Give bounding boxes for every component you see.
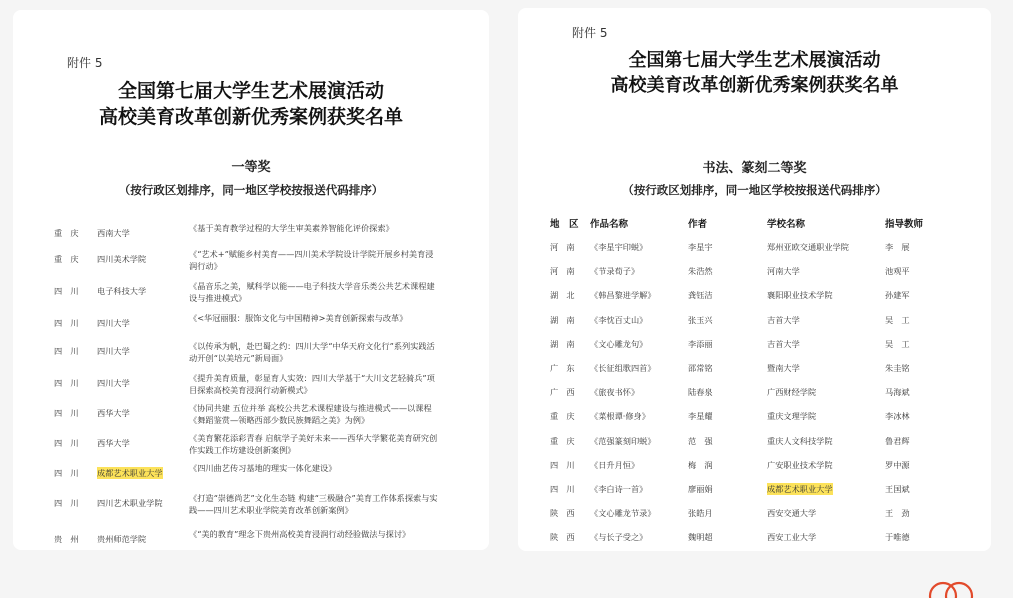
school-cell: 四川大学 [97, 318, 130, 328]
advisor-cell: 李冰林 [885, 411, 910, 422]
region-cell: 重 庆 [54, 228, 79, 238]
award-level: 书法、篆刻二等奖 [702, 161, 807, 176]
work-title-cell: 《节录荀子》 [590, 266, 640, 277]
work-title-cell: 《旅夜书怀》 [590, 387, 640, 398]
column-header-advisor: 指导教师 [885, 219, 924, 230]
advisor-cell: 王 劲 [885, 508, 910, 519]
advisor-cell: 孙建军 [885, 290, 910, 301]
case-title-cell: 《打造“崇德尚艺”文化生态链 构建“三极融合”美育工作体系探索与实践——四川艺术职业学院美育改革创新案例》 [189, 493, 438, 515]
advisor-cell: 吴 工 [885, 314, 910, 325]
school-cell: 西安交通大学 [767, 508, 817, 519]
attachment-label: 附件 5 [67, 56, 103, 70]
author-cell: 廖丽娟 [688, 484, 713, 494]
work-title-cell: 《文心雕龙节录》 [590, 508, 656, 519]
region-cell: 四 川 [54, 408, 79, 418]
case-title-cell: 《“艺术+”赋能乡村美育——四川美术学院设计学院开展乡村美育浸润行动》 [189, 249, 434, 271]
school-cell: 西南大学 [97, 228, 130, 238]
document-title-line1: 全国第七届大学生艺术展演活动 [628, 50, 881, 71]
region-cell: 四 川 [54, 318, 79, 328]
school-cell: 四川大学 [97, 378, 130, 388]
school-cell: 吉首大学 [767, 338, 800, 349]
column-header-author: 作者 [688, 219, 708, 230]
case-title-cell: 《基于美育教学过程的大学生审美素养智能化评价探索》 [189, 223, 394, 233]
work-title-cell: 《李忱百丈山》 [590, 314, 648, 325]
attachment-label: 附件 5 [572, 26, 608, 40]
work-title-cell: 《文心雕龙句》 [590, 338, 648, 349]
author-cell: 李星宇 [688, 242, 713, 252]
work-title-cell: 《李白诗一首》 [590, 484, 648, 494]
column-header-work: 作品名称 [590, 219, 629, 230]
school-cell: 西安工业大学 [767, 532, 817, 543]
school-cell: 四川艺术职业学院 [97, 498, 163, 508]
column-header-school: 学校名称 [767, 219, 806, 230]
work-title-cell: 《范强篆刻印蜕》 [590, 435, 656, 446]
school-cell: 重庆文理学院 [767, 411, 817, 422]
author-cell: 张玉兴 [688, 314, 713, 325]
region-cell: 四 川 [54, 438, 79, 448]
school-cell: 重庆人文科技学院 [767, 435, 833, 446]
school-cell: 贵州师范学院 [97, 534, 147, 544]
region-cell: 四 川 [550, 484, 575, 494]
case-title-cell: 《“美的教育”理念下贵州高校美育浸润行动经验做法与探讨》 [189, 529, 411, 539]
work-title-cell: 《韩昌黎进学解》 [590, 290, 656, 301]
author-cell: 张皓月 [688, 508, 713, 519]
school-cell: 襄阳职业技术学院 [767, 290, 833, 301]
region-cell: 陕 西 [550, 532, 575, 543]
school-cell: 成都艺术职业大学 [767, 484, 833, 494]
school-cell: 电子科技大学 [97, 286, 147, 296]
work-title-cell: 《长征组歌四首》 [590, 363, 656, 373]
case-title-cell: 《晶音乐之美，赋科学以能——电子科技大学音乐类公共艺术课程建设与推进模式》 [189, 281, 435, 303]
advisor-cell: 朱圭铭 [885, 363, 910, 373]
school-cell: 河南大学 [767, 266, 800, 277]
school-cell: 暨南大学 [767, 363, 800, 373]
case-title-cell: 《<华冠丽服：服饰文化与中国精神>美育创新探索与改革》 [189, 313, 408, 323]
school-cell: 吉首大学 [767, 314, 800, 325]
school-cell: 成都艺术职业大学 [97, 468, 163, 478]
order-note: （按行政区划排序，同一地区学校按报送代码排序） [118, 183, 384, 197]
region-cell: 四 川 [54, 468, 79, 478]
region-cell: 广 东 [550, 363, 575, 373]
advisor-cell: 王国斌 [885, 484, 910, 494]
case-title-cell: 《以传承为帆，赴巴蜀之约：四川大学“中华天府文化行”系列实践活动开创“以美培元”新局面》 [189, 341, 435, 363]
work-title-cell: 《与长子受之》 [590, 532, 648, 543]
award-level: 一等奖 [231, 160, 271, 175]
region-cell: 湖 南 [550, 338, 575, 349]
case-title-cell: 《四川曲艺传习基地的理实一体化建设》 [189, 463, 337, 473]
region-cell: 重 庆 [550, 411, 575, 422]
work-title-cell: 《日升月恒》 [590, 459, 640, 470]
advisor-cell: 于唯德 [885, 532, 910, 543]
advisor-cell: 罗中源 [885, 459, 910, 470]
author-cell: 范 强 [688, 435, 713, 446]
school-cell: 郑州亚欧交通职业学院 [767, 242, 849, 252]
school-cell: 西华大学 [97, 438, 130, 448]
work-title-cell: 《李星宇印蜕》 [590, 242, 648, 252]
region-cell: 四 川 [54, 346, 79, 356]
right-document-page [518, 8, 991, 551]
advisor-cell: 池观平 [885, 266, 910, 277]
document-title-line1: 全国第七届大学生艺术展演活动 [117, 80, 384, 102]
region-cell: 重 庆 [550, 435, 575, 446]
school-cell: 广西财经学院 [767, 387, 817, 398]
order-note: （按行政区划排序，同一地区学校按报送代码排序） [622, 183, 887, 197]
author-cell: 龚钰洁 [688, 290, 713, 301]
region-cell: 四 川 [54, 286, 79, 296]
region-cell: 河 南 [550, 242, 575, 252]
school-cell: 四川美术学院 [97, 254, 147, 264]
region-cell: 四 川 [54, 498, 79, 508]
author-cell: 李星耀 [688, 411, 713, 422]
school-cell: 西华大学 [97, 408, 130, 418]
interlocking-rings-logo-icon [926, 578, 978, 598]
author-cell: 梅 润 [688, 459, 713, 470]
school-cell: 广安职业技术学院 [767, 459, 833, 470]
author-cell: 陆春泉 [688, 387, 713, 398]
column-header-region: 地 区 [550, 219, 579, 230]
region-cell: 广 西 [550, 387, 575, 398]
case-title-cell: 《协同共建 五位并举 高校公共艺术课程建设与推进模式——以课程《舞蹈鉴赏—领略西部少数民族舞蹈之美》为例》 [189, 403, 432, 425]
region-cell: 河 南 [550, 266, 575, 277]
case-title-cell: 《提升美育质量，彰显育人实效：四川大学基于“大川文艺轻骑兵”项目探索高校美育浸润行动新模式》 [189, 373, 435, 395]
case-title-cell: 《美育繁花添彩青春 启航学子美好未来——西华大学繁花美育研究创作实践工作坊建设创新案例》 [189, 433, 438, 455]
author-cell: 邵常铭 [688, 363, 713, 373]
advisor-cell: 鲁君辉 [885, 435, 910, 446]
region-cell: 湖 北 [550, 290, 575, 301]
region-cell: 四 川 [550, 459, 575, 470]
document-title-line2: 高校美育改革创新优秀案例获奖名单 [98, 106, 403, 128]
advisor-cell: 马海斌 [885, 387, 910, 398]
region-cell: 陕 西 [550, 508, 575, 519]
school-cell: 四川大学 [97, 346, 130, 356]
work-title-cell: 《菜根谭·修身》 [590, 411, 650, 422]
advisor-cell: 吴 工 [885, 338, 910, 349]
author-cell: 朱浩然 [688, 266, 713, 277]
region-cell: 四 川 [54, 378, 79, 388]
document-title-line2: 高校美育改革创新优秀案例获奖名单 [610, 75, 899, 96]
region-cell: 重 庆 [54, 254, 79, 264]
region-cell: 湖 南 [550, 314, 575, 325]
advisor-cell: 李 展 [885, 242, 910, 252]
region-cell: 贵 州 [54, 534, 79, 544]
author-cell: 李添丽 [688, 338, 713, 349]
author-cell: 魏明超 [688, 532, 713, 543]
left-document-page [13, 10, 489, 550]
